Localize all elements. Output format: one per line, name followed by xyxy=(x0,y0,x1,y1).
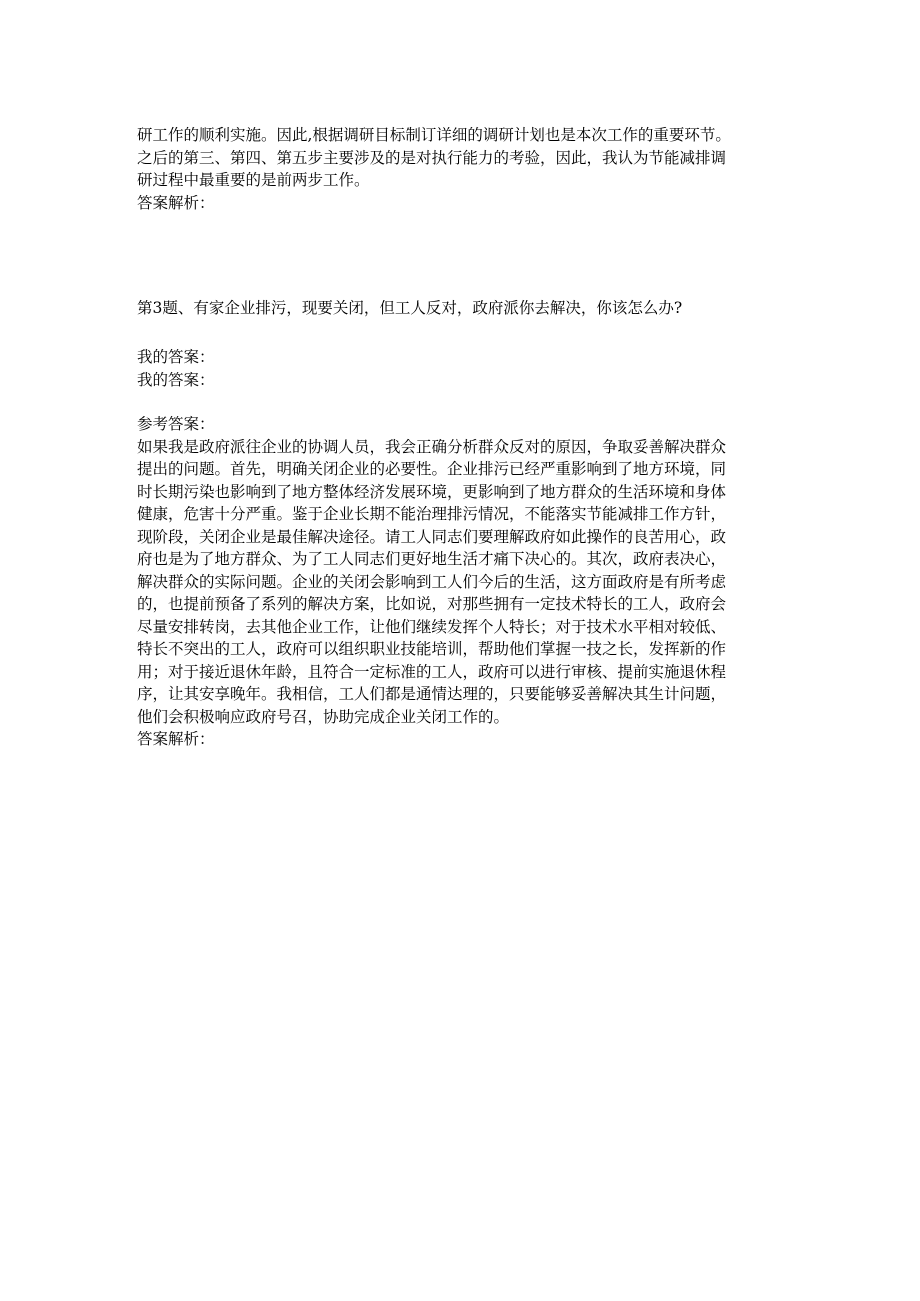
text-line: 他们会积极响应政府号召，协助完成企业关闭工作的。 xyxy=(137,707,510,726)
question-3 xyxy=(137,297,787,320)
previous-answer-continuation xyxy=(137,124,787,214)
text-line: 尽量安排转岗，去其他企业工作，让他们继续发挥个人特长；对于技术水平相对较低、 xyxy=(137,617,727,636)
text-line: 府也是为了地方群众、为了工人同志们更好地生活才痛下决心的。其次，政府表决心， xyxy=(137,550,727,568)
reference-answer-section xyxy=(137,413,787,751)
text-line: 解决群众的实际问题。企业的关闭会影响到工人们今后的生活，这方面政府是有所考虑 xyxy=(137,572,727,591)
text-line: 提出的问题。首先，明确关闭企业的必要性。企业排污已经严重影响到了地方环境，同 xyxy=(137,460,727,478)
answer-analysis-label: 答案解析： xyxy=(137,193,215,212)
text-line: 之后的第三、第四、第五步主要涉及的是对执行能力的考验，因此，我认为节能减排调 xyxy=(137,148,727,167)
question-text: 第3题、有家企业排污，现要关闭，但工人反对，政府派你去解决，你该怎么办? xyxy=(137,299,683,317)
text-line: 用；对于接近退休年龄，且符合一定标准的工人，政府可以进行审核、提前实施退休程 xyxy=(137,662,727,681)
text-line: 研过程中最重要的是前两步工作。 xyxy=(137,171,370,189)
text-line: 健康，危害十分严重。鉴于企业长期不能治理排污情况，不能落实节能减排工作方针， xyxy=(137,505,727,523)
text-line: 现阶段，关闭企业是最佳解决途径。请工人同志们要理解政府如此操作的良苦用心，政 xyxy=(137,527,727,546)
text-line: 如果我是政府派往企业的协调人员，我会正确分析群众反对的原因，争取妥善解决群众 xyxy=(137,437,727,456)
text-line: 特长不突出的工人，政府可以组织职业技能培训，帮助他们掌握一技之长，发挥新的作 xyxy=(137,640,727,658)
my-answer-label: 我的答案： xyxy=(137,370,215,389)
answer-analysis-label: 答案解析： xyxy=(137,730,215,748)
my-answer-section xyxy=(137,346,787,391)
reference-answer-label: 参考答案： xyxy=(137,415,215,433)
my-answer-label: 我的答案： xyxy=(137,348,215,366)
text-line: 序，让其安享晚年。我相信，工人们都是通情达理的，只要能够妥善解决其生计问题， xyxy=(137,685,727,703)
text-line: 研工作的顺利实施。因此,根据调研目标制订详细的调研计划也是本次工作的重要环节。 xyxy=(137,126,731,144)
text-line: 时长期污染也影响到了地方整体经济发展环境，更影响到了地方群众的生活环境和身体 xyxy=(137,482,727,501)
text-line: 的，也提前预备了系列的解决方案，比如说，对那些拥有一定技术特长的工人，政府会 xyxy=(137,595,727,613)
